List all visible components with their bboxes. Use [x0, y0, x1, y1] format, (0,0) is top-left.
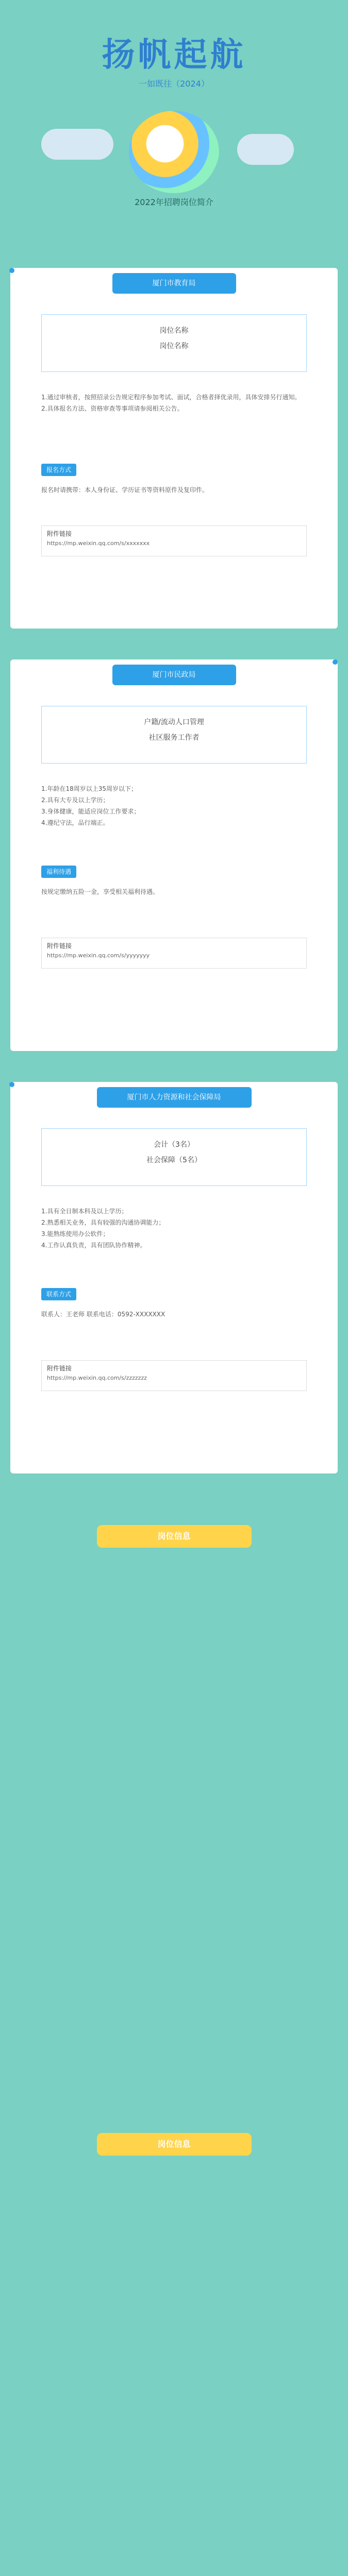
job-title: 会计（3名）	[154, 1141, 194, 1149]
section-title: 厦门市人力资源和社会保障局	[97, 1087, 252, 1108]
job-title: 社会保障（5名）	[146, 1156, 202, 1164]
link-box[interactable]	[41, 526, 307, 556]
divider-label: 岗位信息	[157, 1531, 191, 1541]
job-description: 1.具有全日制本科及以上学历； 2.熟悉相关业务，具有较强的沟通协调能力； 3.能熟练使用办公软件； 4.工作认真负责，具有团队协作精神。	[41, 1208, 165, 1249]
brand-subtitle: 一如既往（2024）	[139, 79, 209, 89]
section-title: 厦门市教育局	[112, 273, 236, 294]
divider-label: 岗位信息	[157, 2139, 191, 2149]
notes-label: 报名方式	[41, 464, 76, 476]
dot-decoration	[333, 659, 338, 665]
job-card	[10, 1082, 338, 1473]
link-title: 附件链接	[47, 1365, 72, 1372]
notes-text: 联系人：王老师 联系电话：0592-XXXXXXX	[41, 1311, 165, 1318]
hero-illustration	[129, 111, 219, 193]
link-text[interactable]: https://mp.weixin.qq.com/s/xxxxxxx	[47, 540, 150, 547]
job-title: 岗位名称	[159, 342, 189, 350]
link-box[interactable]	[41, 938, 307, 969]
notes-label: 福利待遇	[41, 866, 76, 878]
link-text[interactable]: https://mp.weixin.qq.com/s/yyyyyyy	[47, 952, 150, 959]
job-title: 户籍/流动人口管理	[144, 718, 204, 726]
section-divider	[0, 1504, 348, 1566]
link-title: 附件链接	[47, 942, 72, 950]
notes-label: 联系方式	[41, 1288, 76, 1300]
job-box	[41, 706, 307, 764]
job-card	[10, 659, 338, 1051]
job-title: 社区服务工作者	[148, 734, 200, 742]
dot-decoration	[9, 1082, 14, 1087]
cloud-decoration	[237, 134, 294, 165]
brand-title: 扬帆起航	[102, 36, 246, 74]
dot-decoration	[9, 268, 14, 273]
job-box	[41, 314, 307, 372]
section-divider	[0, 2112, 348, 2174]
divider-pill	[97, 2133, 252, 2156]
notes-text: 按规定缴纳五险一金，享受相关福利待遇。	[41, 888, 159, 895]
link-box[interactable]	[41, 1360, 307, 1391]
job-description: 1.通过审核者，按照招录公告规定程序参加考试、面试，合格者择优录用，具体安排另行通知。 2.具体报名方法、资格审查等事项请参阅相关公告。	[41, 394, 301, 412]
job-description: 1.年龄在18周岁以上35周岁以下； 2.具有大专及以上学历； 3.身体健康，能适应岗位工作要求； 4.遵纪守法，品行端正。	[41, 785, 140, 826]
year-text: 2022年招聘岗位简介	[135, 197, 213, 207]
notes-text: 报名时请携带：本人身份证、学历证书等资料原件及复印件。	[41, 486, 209, 494]
link-text[interactable]: https://mp.weixin.qq.com/s/zzzzzzz	[47, 1375, 147, 1381]
cloud-decoration	[41, 129, 113, 160]
section-title: 厦门市民政局	[112, 665, 236, 685]
header	[0, 0, 348, 216]
job-title: 岗位名称	[159, 327, 189, 335]
job-box	[41, 1128, 307, 1186]
divider-pill	[97, 1525, 252, 1548]
link-title: 附件链接	[47, 530, 72, 537]
job-card	[10, 268, 338, 629]
